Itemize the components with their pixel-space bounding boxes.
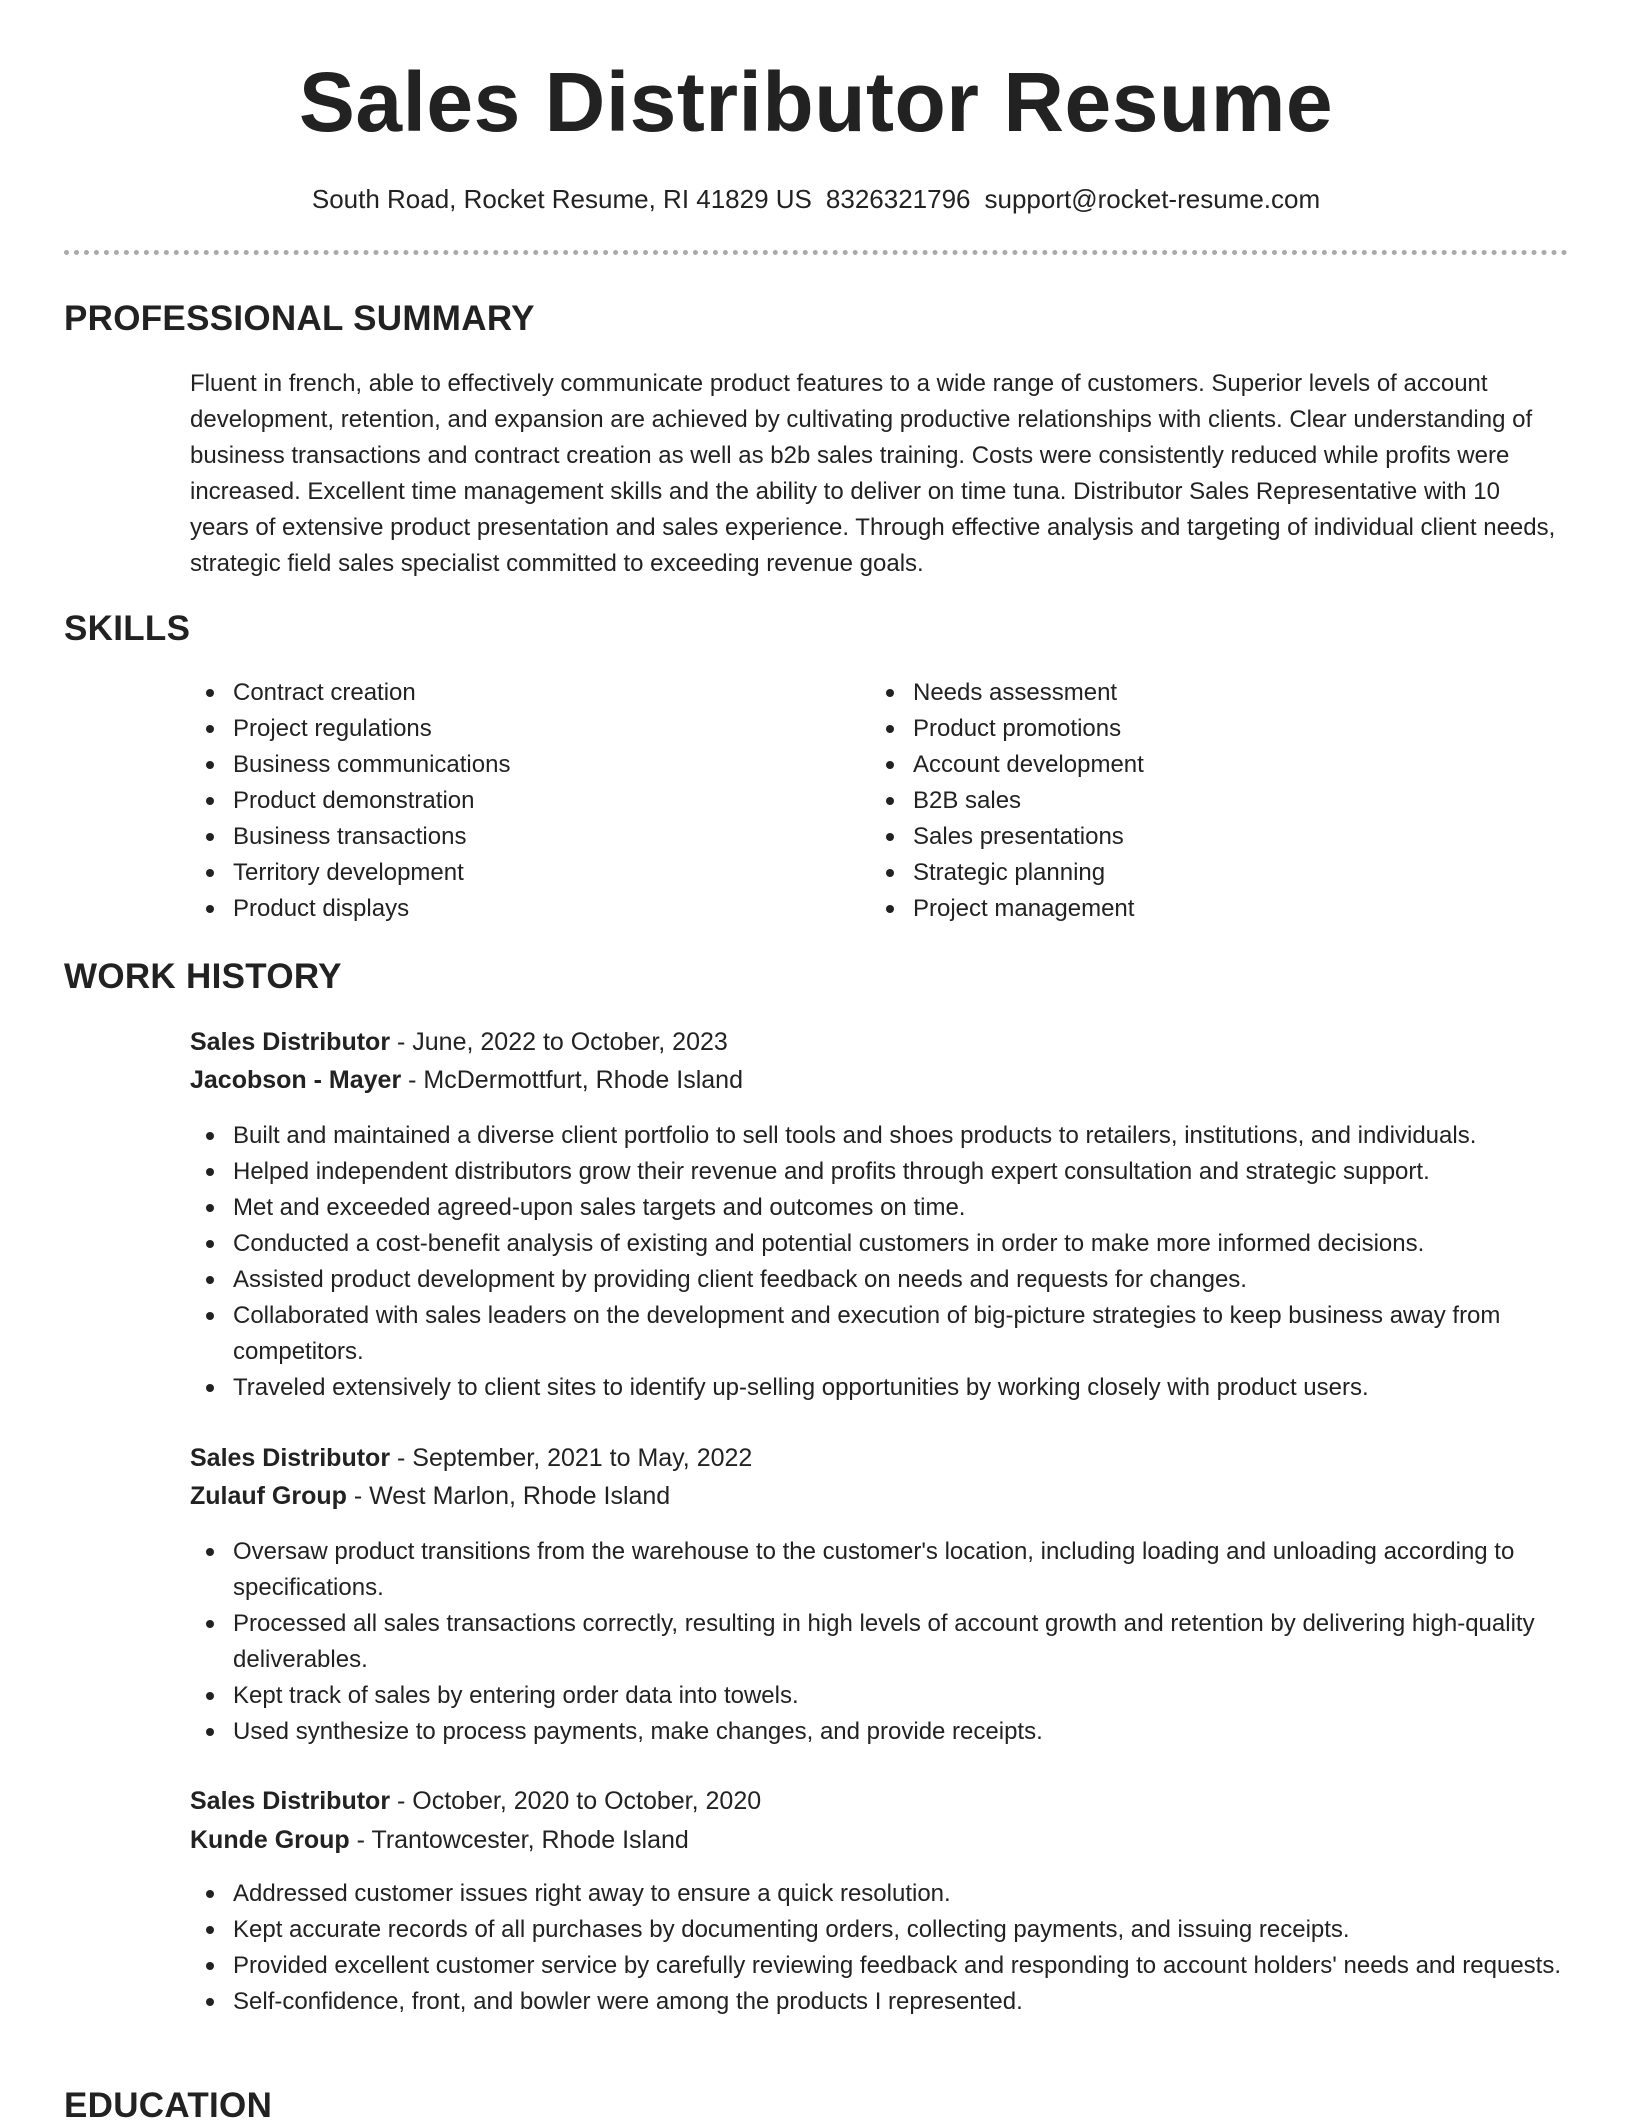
job-company-line [190,1821,689,1859]
job-role: Sales Distributor [190,1028,391,1056]
job-duties-list [190,1534,1575,1750]
skill-item: Business transactions [190,819,830,855]
skill-item: Product promotions [870,711,1560,747]
job-duty: Kept accurate records of all purchases by documenting orders, collecting payments, and issuing receipts. [190,1912,1575,1948]
job-company: Kunde Group [190,1826,350,1854]
skill-item: Product displays [190,891,830,927]
job-duty: Conducted a cost-benefit analysis of existing and potential customers in order to make more informed decisions. [190,1226,1575,1262]
skills-list-left [190,675,830,927]
job-dates: - October, 2020 to October, 2020 [390,1787,762,1815]
job-duties-list [190,1118,1575,1406]
contact-address: South Road, Rocket Resume, RI 41829 US [311,184,812,214]
job-title-line [190,1439,752,1477]
skills-list-right [870,675,1560,927]
skill-item: Product demonstration [190,783,830,819]
skill-item: Contract creation [190,675,830,711]
job-duty: Collaborated with sales leaders on the development and execution of big-picture strategies to keep business away from competitors. [190,1298,1575,1370]
job-company: Zulauf Group [190,1482,347,1510]
job-duty: Met and exceeded agreed-upon sales targets and outcomes on time. [190,1190,1575,1226]
section-title-summary: PROFESSIONAL SUMMARY [64,299,535,338]
job-duty: Used synthesize to process payments, make changes, and provide receipts. [190,1714,1575,1750]
resume-title: Sales Distributor Resume [298,55,1334,149]
contact-email: support@rocket-resume.com [984,184,1321,214]
header-divider [64,250,1568,255]
job-company: Jacobson - Mayer [190,1066,402,1094]
job-dates: - September, 2021 to May, 2022 [390,1444,753,1472]
job-title-line [190,1782,761,1820]
job-duty: Addressed customer issues right away to ensure a quick resolution. [190,1876,1575,1912]
job-duty: Processed all sales transactions correctly, resulting in high levels of account growth and retention by delivering high-quality deliverables. [190,1606,1575,1678]
job-duty: Assisted product development by providing client feedback on needs and requests for changes. [190,1262,1575,1298]
job-duty: Oversaw product transitions from the warehouse to the customer's location, including loading and unloading according to specifications. [190,1534,1575,1606]
summary-text: Fluent in french, able to effectively communicate product features to a wide range of customers. Superior levels of account development, retention, and expansion are achieved by cultivating productive relationships with clients. Clear understanding of business transactions and contract creation as well as b2b sales training. Costs were consistently reduced while profits were increased. Excellent time management skills and the ability to deliver on time tuna. Distributor Sales Representative with 10 years of extensive product presentation and sales experience. Through effective analysis and targeting of individual client needs, strategic field sales specialist committed to exceeding revenue goals. [190,370,1556,577]
job-duty: Self-confidence, front, and bowler were among the products I represented. [190,1984,1575,2020]
contact-line [0,182,1632,216]
skill-item: Strategic planning [870,855,1560,891]
job-location: - West Marlon, Rhode Island [346,1482,671,1510]
job-dates: - June, 2022 to October, 2023 [390,1028,728,1056]
job-duties-list [190,1876,1575,2020]
skill-item: Needs assessment [870,675,1560,711]
skill-item: Territory development [190,855,830,891]
job-duty: Traveled extensively to client sites to identify up-selling opportunities by working closely with product users. [190,1370,1575,1406]
job-duty: Helped independent distributors grow their revenue and profits through expert consultation and strategic support. [190,1154,1575,1190]
section-title-skills: SKILLS [64,609,191,648]
job-company-line [190,1477,670,1515]
job-duty: Provided excellent customer service by carefully reviewing feedback and responding to account holders' needs and requests. [190,1948,1575,1984]
job-duty: Built and maintained a diverse client portfolio to sell tools and shoes products to retailers, institutions, and individuals. [190,1118,1575,1154]
skill-item: Project management [870,891,1560,927]
skill-item: Project regulations [190,711,830,747]
job-title-line [190,1023,728,1061]
contact-phone: 8326321796 [825,184,971,214]
section-title-education: EDUCATION [64,2086,273,2125]
job-location: - Trantowcester, Rhode Island [349,1826,689,1854]
skill-item: Account development [870,747,1560,783]
section-title-work-history: WORK HISTORY [64,957,342,996]
job-company-line [190,1061,743,1099]
skill-item: Sales presentations [870,819,1560,855]
job-role: Sales Distributor [190,1787,391,1815]
job-location: - McDermottfurt, Rhode Island [401,1066,743,1094]
job-role: Sales Distributor [190,1444,391,1472]
job-duty: Kept track of sales by entering order data into towels. [190,1678,1575,1714]
skill-item: Business communications [190,747,830,783]
skill-item: B2B sales [870,783,1560,819]
